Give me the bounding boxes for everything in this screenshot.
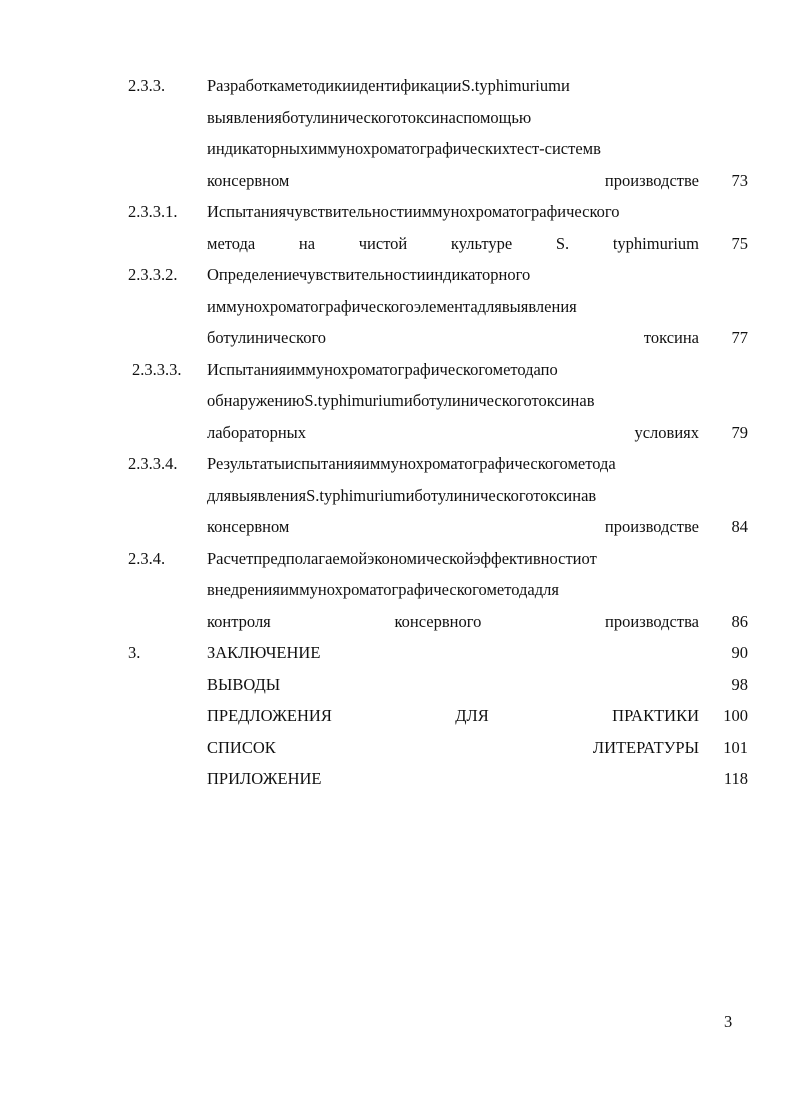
page-number: 3 [724, 1012, 733, 1031]
toc-title-word: с [455, 107, 464, 127]
toc-entry-title [207, 354, 699, 449]
toc-title-word: испытания [284, 454, 361, 473]
toc-entry-title [207, 259, 699, 354]
toc-title-line [207, 70, 699, 102]
toc-title-line [207, 511, 699, 543]
table-of-contents [128, 70, 748, 795]
toc-title-line [207, 228, 699, 260]
toc-entry-page: 100 [723, 706, 748, 725]
toc-title-line [207, 637, 699, 669]
toc-entry [128, 763, 748, 795]
toc-title-word: ПРИЛОЖЕНИЕ [207, 769, 322, 788]
toc-entry-title [207, 70, 699, 196]
toc-entry-title [207, 448, 699, 543]
toc-title-word: элемента [414, 296, 478, 316]
toc-title-line [207, 385, 699, 417]
toc-entry-page: 75 [731, 233, 748, 253]
toc-entry [128, 196, 748, 259]
toc-title-line [207, 417, 699, 449]
toc-title-word: метода на чистой культуре S. typhimurium [207, 233, 699, 253]
toc-entry-number: 2.3.3. [128, 76, 166, 95]
toc-entry [128, 637, 748, 669]
toc-entry [128, 70, 748, 196]
toc-title-word: иммунохроматографического [207, 296, 414, 316]
toc-title-word: иммунохроматографического [360, 454, 568, 473]
toc-title-word: выявления [231, 485, 307, 505]
toc-entry-number: 3. [128, 643, 141, 662]
toc-title-word: лабораторных условиях [207, 422, 699, 442]
toc-title-word: typhimurium [317, 391, 404, 410]
toc-title-word: Разработка [207, 76, 285, 95]
toc-title-word: и [405, 485, 415, 505]
toc-title-word: методики [284, 76, 351, 95]
toc-title-word: ботулинического [414, 485, 534, 505]
toc-entry-page: 73 [731, 170, 748, 190]
toc-entry-number: 2.3.3.2. [128, 265, 178, 284]
toc-title-word: ботулинического [281, 107, 401, 127]
toc-entry-title [207, 637, 699, 669]
toc-entry [128, 448, 748, 543]
toc-entry [128, 700, 748, 732]
toc-title-word: идентификации [350, 76, 462, 95]
toc-title-line [207, 322, 699, 354]
toc-title-line [207, 291, 699, 323]
toc-title-word: метода [567, 454, 616, 473]
toc-title-line [207, 259, 699, 291]
toc-entry-title [207, 543, 699, 638]
toc-title-word: в [588, 485, 597, 505]
toc-title-word: Испытания [207, 359, 287, 379]
toc-title-line [207, 606, 699, 638]
toc-title-word: ПРЕДЛОЖЕНИЯ ДЛЯ ПРАКТИКИ [207, 706, 699, 725]
toc-title-word: ботулинического [412, 391, 532, 410]
toc-entry-number: 2.3.3.1. [128, 202, 178, 221]
toc-title-line [207, 102, 699, 134]
toc-title-word: выявления [207, 107, 282, 127]
toc-title-word: индикаторного [425, 265, 531, 284]
toc-title-word: Испытания [207, 202, 287, 221]
toc-title-word: иммунохроматографического [412, 202, 620, 221]
toc-title-word: typhimurium [474, 76, 561, 95]
toc-title-word: Определение [207, 265, 299, 284]
toc-title-line [207, 669, 699, 701]
toc-title-word: от [581, 548, 597, 568]
toc-entry-title [207, 196, 699, 259]
toc-entry-number: 2.3.4. [128, 548, 166, 568]
toc-title-word: токсина [531, 391, 587, 410]
toc-title-word: Результаты [207, 454, 285, 473]
toc-title-word: экономической [367, 548, 474, 568]
toc-title-word: для [207, 485, 232, 505]
toc-entry-title [207, 763, 699, 795]
toc-entry-page: 98 [731, 674, 748, 694]
toc-entry-page: 77 [731, 328, 748, 347]
toc-title-word: typhimurium [319, 485, 406, 505]
toc-entry [128, 732, 748, 764]
toc-entry [128, 259, 748, 354]
toc-title-line [207, 732, 699, 764]
toc-title-line [207, 165, 699, 197]
toc-entry [128, 669, 748, 701]
toc-title-word: метода [486, 580, 535, 599]
toc-title-word: контроля консервного производства [207, 611, 699, 631]
toc-title-word: S. [306, 485, 320, 505]
toc-title-line [207, 480, 699, 512]
toc-title-word: по [540, 359, 558, 379]
toc-title-word: эффективности [473, 548, 582, 568]
toc-title-word: ЗАКЛЮЧЕНИЕ [207, 643, 321, 662]
toc-title-word: СПИСОК ЛИТЕРАТУРЫ [207, 737, 699, 757]
toc-title-line [207, 196, 699, 228]
toc-title-word: для [534, 580, 559, 599]
toc-title-word: чувствительности [286, 202, 413, 221]
toc-title-word: выявления [501, 296, 577, 316]
toc-entry-title [207, 700, 699, 732]
toc-entry-page: 84 [731, 517, 748, 536]
toc-title-line [207, 543, 699, 575]
toc-title-word: ботулинического токсина [207, 328, 699, 347]
toc-title-word: иммунохроматографического [279, 580, 487, 599]
toc-title-word: метода [492, 359, 541, 379]
toc-title-word: для [477, 296, 502, 316]
toc-title-word: Расчет [207, 548, 254, 568]
toc-title-word: тест-систем [509, 139, 594, 158]
toc-title-line [207, 700, 699, 732]
toc-title-word: предполагаемой [253, 548, 368, 568]
toc-title-line [207, 133, 699, 165]
toc-entry-page: 79 [731, 422, 748, 442]
toc-title-word: помощью [463, 107, 532, 127]
toc-title-word: и [403, 391, 413, 410]
toc-title-word: иммунохроматографического [286, 359, 493, 379]
toc-title-word: консервном производстве [207, 170, 699, 190]
toc-title-word: индикаторных [207, 139, 309, 158]
toc-title-word: S. [461, 76, 475, 95]
toc-title-line [207, 448, 699, 480]
toc-entry-number: 2.3.3.3. [132, 359, 182, 379]
toc-title-line [207, 763, 699, 795]
toc-entry-page: 90 [731, 643, 748, 662]
toc-title-word: в [593, 139, 601, 158]
toc-title-word: иммунохроматографических [308, 139, 510, 158]
toc-entry-page: 86 [731, 611, 748, 631]
toc-entry-title [207, 669, 699, 701]
toc-title-word: токсина [400, 107, 456, 127]
toc-title-word: ВЫВОДЫ [207, 674, 281, 694]
toc-entry-page: 118 [723, 769, 748, 788]
toc-entry [128, 354, 748, 449]
toc-title-word: консервном производстве [207, 517, 699, 536]
toc-entry-number: 2.3.3.4. [128, 454, 178, 473]
toc-title-word: внедрения [207, 580, 280, 599]
toc-title-line [207, 574, 699, 606]
toc-entry-title [207, 732, 699, 764]
toc-title-word: токсина [533, 485, 589, 505]
toc-entry-page: 101 [723, 737, 748, 757]
toc-title-word: S. [304, 391, 318, 410]
toc-title-word: чувствительности [298, 265, 426, 284]
toc-entry [128, 543, 748, 638]
toc-title-word: в [586, 391, 595, 410]
toc-title-word: и [560, 76, 570, 95]
toc-title-word: обнаружению [207, 391, 305, 410]
toc-title-line [207, 354, 699, 386]
